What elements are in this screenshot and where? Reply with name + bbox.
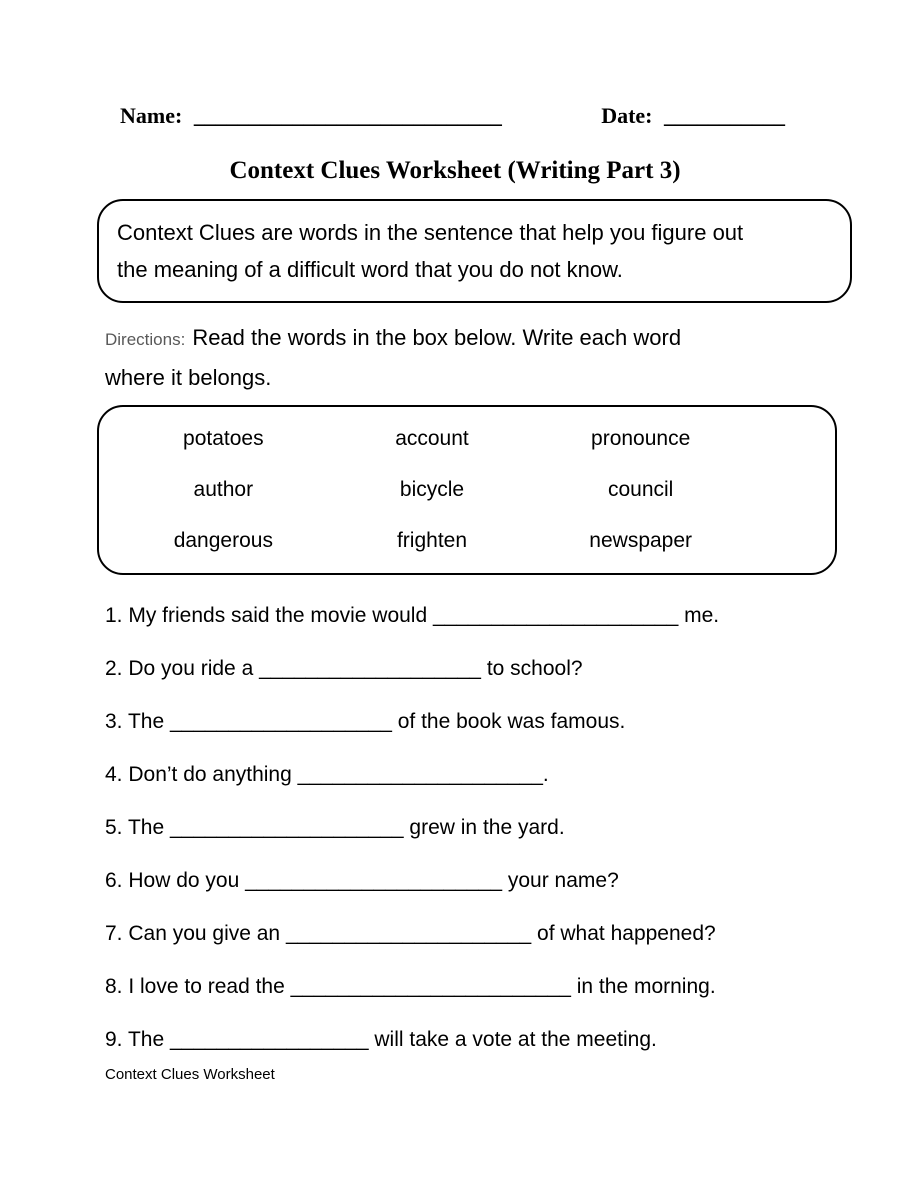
directions (105, 319, 910, 397)
word-box (97, 405, 837, 575)
directions-line-1: Read the words in the box below. Write each word (192, 325, 682, 350)
word-item: bicycle (399, 477, 465, 501)
page-title: Context Clues Worksheet (Writing Part 3) (229, 157, 681, 184)
date-label: Date: (601, 103, 653, 128)
date-blank-line[interactable]: ___________ (664, 103, 785, 128)
question-row: 4. Don’t do anything _____________________. (105, 763, 549, 786)
question-row: 6. How do you ______________________ your name? (105, 869, 619, 892)
word-item: newspaper (589, 529, 693, 553)
name-label: Name: (120, 103, 183, 128)
name-blank-line[interactable]: ____________________________ (193, 103, 502, 128)
question-row: 5. The ____________________ grew in the yard. (105, 816, 565, 839)
intro-line-1: Context Clues are words in the sentence that help you figure out (117, 220, 744, 245)
word-item: account (395, 426, 469, 450)
question-row: 9. The _________________ will take a vote at the meeting. (105, 1028, 657, 1051)
question-row: 8. I love to read the ________________________ in the morning. (105, 975, 716, 998)
question-row: 3. The ___________________ of the book was famous. (105, 710, 626, 733)
word-item: dangerous (173, 529, 273, 553)
question-row: 1. My friends said the movie would _____________________ me. (105, 604, 720, 627)
word-item: pronounce (591, 426, 691, 450)
word-item: potatoes (183, 426, 264, 450)
question-row: 2. Do you ride a ___________________ to school? (105, 657, 583, 680)
word-item: frighten (396, 529, 468, 553)
word-item: author (193, 477, 254, 501)
question-row: 7. Can you give an _____________________ of what happened? (105, 922, 716, 945)
intro-line-2: the meaning of a difficult word that you do not know. (117, 257, 623, 282)
name-field (120, 103, 502, 129)
word-box-grid (119, 413, 745, 567)
header (0, 0, 910, 129)
word-item: council (607, 477, 674, 501)
date-field (601, 103, 785, 129)
footer-label: Context Clues Worksheet (105, 1066, 275, 1083)
intro-box (97, 199, 852, 303)
directions-line-2: where it belongs. (105, 365, 272, 390)
questions-list (105, 605, 910, 1050)
directions-label: Directions: (105, 330, 186, 349)
